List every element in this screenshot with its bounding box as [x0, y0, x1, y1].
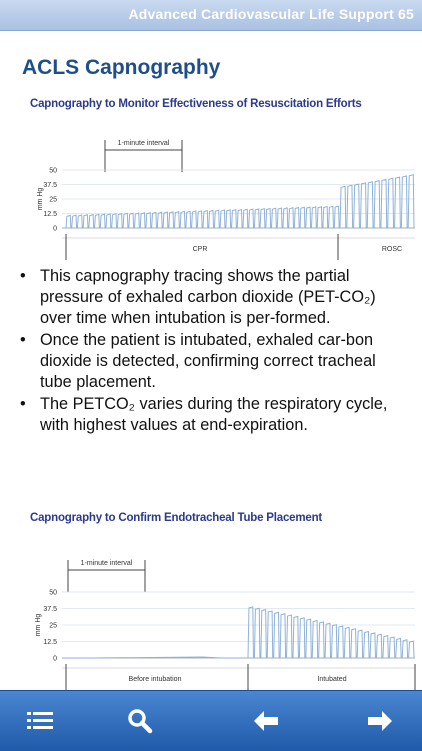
- y-tick-label: 25: [49, 622, 57, 630]
- bullet-dot: •: [20, 331, 26, 349]
- phase-label: Intubated: [317, 676, 347, 683]
- search-icon: [127, 708, 153, 734]
- y-tick-label: 37.5: [43, 606, 57, 613]
- search-button[interactable]: [120, 701, 160, 741]
- y-tick-label: 25: [49, 196, 57, 204]
- bullet-item: [20, 266, 410, 329]
- forward-button[interactable]: [360, 701, 400, 741]
- arrow-left-icon: [252, 709, 280, 733]
- interval-label: 1-minute interval: [80, 560, 133, 567]
- bottom-toolbar: [0, 690, 422, 751]
- capnography-chart-resuscitation: [0, 120, 422, 260]
- bullet-list: [20, 266, 410, 437]
- capnography-chart-tube-placement: [0, 540, 422, 690]
- bullet-text: Once the patient is intubated, exhaled car-bon dioxide is detected, confirming correct tracheal tube placement.: [40, 331, 376, 391]
- bullet-text: This capnography tracing shows the partial pressure of exhaled carbon dioxide (PET-CO₂) over time when intubation is per-formed.: [40, 267, 376, 327]
- co2-waveform: [62, 175, 415, 228]
- co2-waveform: [62, 607, 415, 658]
- menu-icon: [27, 710, 53, 732]
- back-button[interactable]: [246, 701, 286, 741]
- y-tick-label: 0: [53, 655, 57, 663]
- header-title: Advanced Cardiovascular Life Support 65: [128, 6, 414, 22]
- y-tick-label: 0: [53, 225, 57, 233]
- y-tick-label: 50: [49, 167, 57, 175]
- interval-label: 1-minute interval: [117, 140, 170, 147]
- y-tick-label: 12.5: [43, 211, 57, 218]
- y-axis-label: mm Hg: [35, 613, 42, 637]
- y-axis-label: mm Hg: [37, 187, 44, 211]
- bullet-dot: •: [20, 395, 26, 413]
- figure-2-title: Capnography to Confirm Endotracheal Tube Placement: [30, 512, 323, 524]
- figure-1-title: Capnography to Monitor Effectiveness of Resuscitation Efforts: [30, 98, 362, 110]
- y-tick-label: 50: [49, 589, 57, 597]
- arrow-right-icon: [366, 709, 394, 733]
- bullet-dot: •: [20, 267, 26, 285]
- phase-label: Before intubation: [128, 676, 182, 683]
- phase-label: CPR: [192, 246, 208, 253]
- menu-button[interactable]: [20, 701, 60, 741]
- page-title: ACLS Capnography: [22, 56, 221, 79]
- header-bar: [0, 0, 422, 31]
- phase-label: ROSC: [381, 246, 403, 253]
- y-tick-label: 12.5: [43, 639, 57, 646]
- bullet-item: [20, 330, 410, 393]
- y-tick-label: 37.5: [43, 182, 57, 189]
- bullet-item: [20, 394, 410, 436]
- bullet-text: The PETCO₂ varies during the respiratory cycle, with highest values at end-expiration.: [40, 395, 388, 434]
